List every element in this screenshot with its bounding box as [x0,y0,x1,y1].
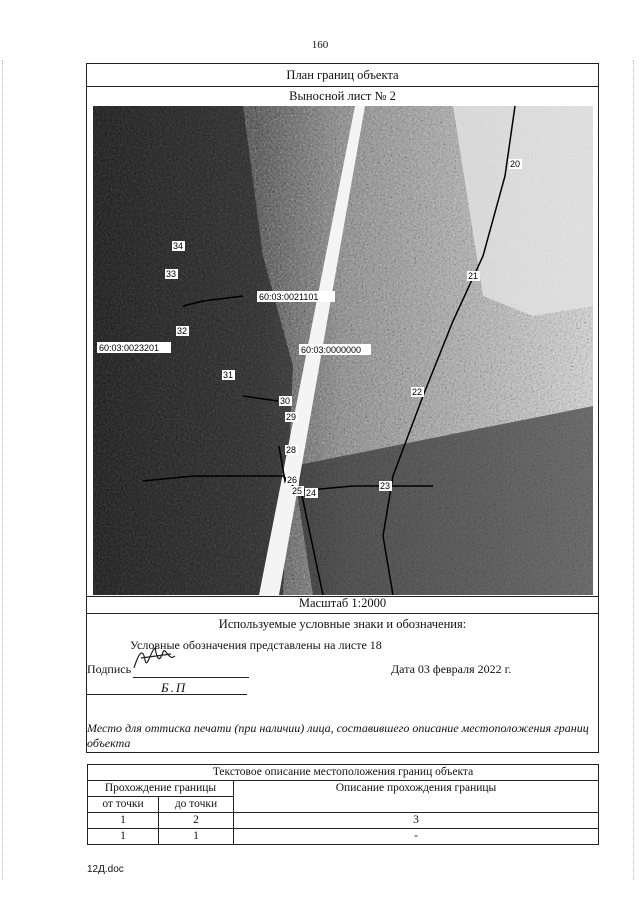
parcel-labels [97,291,371,355]
to-header: до точки [159,797,234,813]
description-cell: 3 [234,813,599,829]
point-label: 23 [380,481,391,491]
table-title: Текстовое описание местоположения границ объекта [88,765,599,781]
description-header: Описание прохождения границы [234,781,599,813]
parcel-label: 60:03:0021101 [259,292,319,302]
point-label: 26 [287,475,298,485]
signature-initials: Б.П [161,680,188,695]
point-label: 24 [306,488,317,498]
plan-frame [86,63,599,753]
point-label: 32 [177,326,188,336]
parcel-label: 60:03:0000000 [301,345,362,355]
point-label: 20 [510,159,521,169]
legend-heading: Используемые условные знаки и обозначения: [218,617,467,631]
table-row [88,829,599,845]
point-label: 30 [280,396,291,406]
point-label: 33 [166,269,177,279]
plan-title: План границ объекта [286,68,399,82]
stamp-text: Место для оттиска печати (при наличии) лица, составившего описание местоположения границ объекта [87,721,589,750]
date-text: Дата 03 февраля 2022 г. [391,662,512,676]
from-cell: 1 [88,829,159,845]
sheet-title: Выносной лист № 2 [289,89,396,103]
divider [87,86,598,87]
footer-filename: 12Д.doc [87,864,124,875]
divider [87,613,598,614]
aerial-map [93,106,593,595]
point-label: 28 [286,445,297,455]
signature-name-line [87,694,247,695]
legend-text: Условные обозначения представлены на листе 18 [130,638,382,652]
table-row [88,813,599,829]
point-label: 21 [468,271,479,281]
point-label: 25 [292,486,303,496]
passage-header: Прохождение границы [88,781,234,797]
description-table [87,764,599,845]
point-label: 34 [173,241,184,251]
point-label: 22 [412,387,423,397]
description-cell: - [234,829,599,845]
scan-edge-right [633,60,634,880]
to-cell: 2 [159,813,234,829]
map-labels [93,106,593,595]
from-cell: 1 [88,813,159,829]
signature-scribble-icon [131,644,181,672]
page-number: 160 [311,39,329,51]
scale-label: Масштаб 1:2000 [298,596,387,610]
parcel-label: 60:03:0023201 [99,343,160,353]
signature-line [133,677,249,678]
scan-edge-left [2,60,3,880]
point-labels [165,159,522,498]
to-cell: 1 [159,829,234,845]
signature-label: Подпись [87,662,132,676]
point-label: 31 [223,370,234,380]
from-header: от точки [88,797,159,813]
point-label: 29 [286,412,297,422]
